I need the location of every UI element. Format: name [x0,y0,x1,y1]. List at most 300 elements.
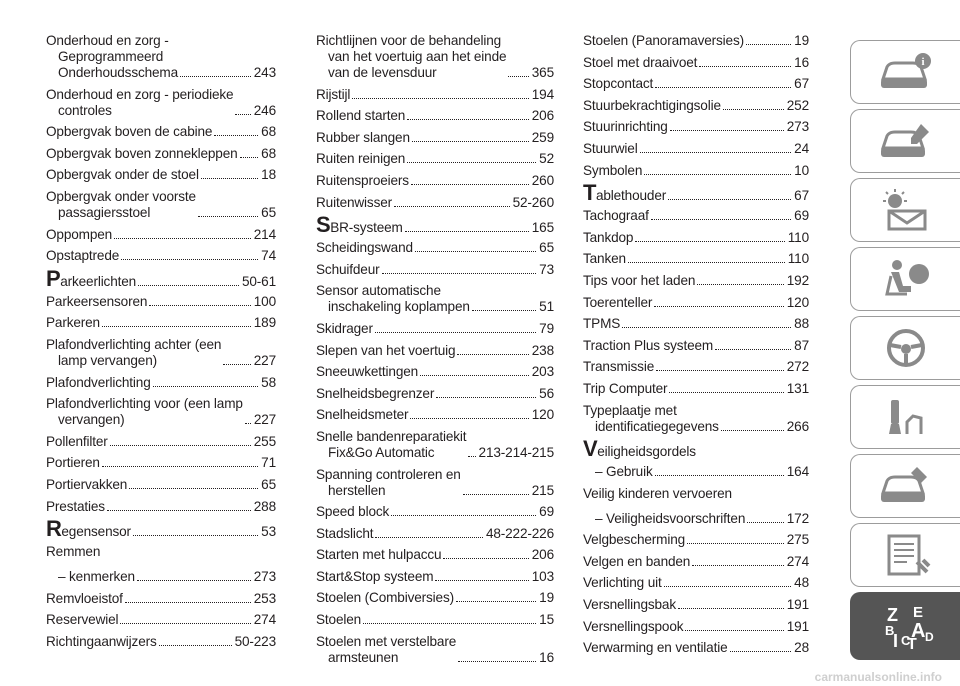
index-entry [583,163,809,179]
page-number: 227 [253,352,276,368]
dot-leader [640,152,792,153]
page-number: 69 [794,208,809,224]
entry-text: Plafondverlichting voor (een lamp [46,396,243,412]
page-number: 28 [794,640,809,656]
index-entry [583,486,809,502]
section-letter: T [583,180,596,206]
page-number: 19 [539,590,554,606]
entry-text: Tanken [583,251,626,267]
index-entry [583,55,809,71]
index-entry [583,597,809,613]
page-number: 246 [253,102,276,118]
entry-label [583,597,676,613]
entry-label [583,640,728,656]
entry-label [46,248,119,264]
index-entry [46,455,276,471]
index-entry [316,87,554,103]
index-entry [583,141,809,157]
page-number: 50-223 [234,633,276,649]
index-entry [46,227,276,243]
dot-leader [114,238,251,239]
section-letter: S [316,212,331,238]
entry-text: Opbergvak onder de stoel [46,167,199,183]
dot-leader [407,162,536,163]
entry-text: inschakeling koplampen [328,299,470,315]
entry-label [46,477,127,493]
page-number: 273 [253,569,276,585]
dot-leader [457,354,528,355]
page-number: 266 [786,418,809,434]
tab-car-key[interactable] [850,109,960,173]
tab-maintenance[interactable] [850,454,960,518]
entry-text: Ruiten reinigen [316,151,406,167]
index-subentry [583,511,809,527]
entry-label [583,575,662,591]
index-column-1 [46,33,276,655]
entry-text: passagiersstoel [58,204,151,220]
entry-label [316,634,456,666]
entry-label [316,467,461,499]
entry-label [583,532,685,548]
entry-label [583,464,653,480]
entry-label [46,396,243,428]
index-entry [46,544,276,560]
index-entry [316,151,554,167]
page-number: 65 [261,476,276,492]
tab-steering-wheel[interactable] [850,316,960,380]
entry-text: vervangen) [58,412,125,428]
entry-text: TPMS [583,316,621,332]
dot-leader [159,645,232,646]
dot-leader [198,216,258,217]
page-number: 213-214-215 [478,444,554,460]
entry-text: Toerenteller [583,294,653,310]
page-number: 164 [786,464,809,480]
index-entry [583,98,809,114]
tab-car-info[interactable] [850,40,960,104]
entry-text: Pollenfilter [46,433,108,449]
entry-text: Portiervakken [46,476,128,492]
entry-label [583,163,642,179]
index-entry [316,590,554,606]
entry-text: Sneeuwkettingen [316,364,419,380]
index-column-3 [583,33,809,662]
dot-leader [180,76,251,77]
entry-text: Reservewiel [46,612,119,628]
steering-wheel-icon [877,325,935,371]
entry-label [46,189,196,221]
index-entry [46,434,276,450]
section-letter: R [46,516,62,542]
dot-leader [435,580,528,581]
dot-leader [669,392,783,393]
page-number: 50-61 [241,273,276,289]
page-number: 68 [261,124,276,140]
index-entry [583,273,809,289]
entry-text: Plafondverlichting [46,374,151,390]
page-number: 19 [794,33,809,48]
entry-label [316,407,408,423]
dot-leader [670,130,784,131]
entry-text: Tankdop [583,229,634,245]
index-entry [316,504,554,520]
entry-label [46,516,131,542]
page-number: 215 [531,482,554,498]
index-entry [583,338,809,354]
entry-label [583,273,695,289]
page-number: 58 [261,374,276,390]
entry-label [583,55,697,71]
index-entry [316,321,554,337]
entry-text: Richtlijnen voor de behandeling [316,33,502,48]
entry-label [316,612,361,628]
index-letter: D [924,630,934,644]
dot-leader [407,119,529,120]
dot-leader [656,370,784,371]
entry-text: Remmen [46,544,101,560]
entry-text: Verlichting uit [583,575,662,591]
index-entry [316,547,554,563]
page-number: 120 [531,407,554,423]
page-number: 48-222-226 [485,525,554,541]
entry-text: BR-systeem [330,220,403,236]
entry-text: Versnellingsbak [583,597,676,613]
entry-text: lamp vervangen) [58,352,157,368]
watermark: carmanualsonline.info [814,670,942,684]
index-entry [46,337,276,369]
entry-text: Ruitenwisser [316,194,393,210]
entry-text: Speed block [316,504,390,520]
technical-data-icon [877,532,935,578]
entry-label [583,486,732,502]
entry-text: arkeerlichten [60,273,137,289]
entry-text: – Gebruik [595,464,653,480]
page-number: 365 [531,65,554,80]
tab-technical-data[interactable] [850,523,960,587]
entry-text: Versnellingspook [583,618,684,634]
index-subentry [46,569,276,585]
entry-label [46,227,112,243]
index-letters-icon [877,603,935,649]
index-entry [583,532,809,548]
index-letter: I [892,631,898,649]
index-entry [583,119,809,135]
entry-text: Opbergvak boven de cabine [46,124,213,140]
tab-breakdown[interactable] [850,385,960,449]
dot-leader [201,178,258,179]
page-number: 252 [786,97,809,113]
dot-leader [436,397,536,398]
page-number: 191 [786,618,809,634]
page-number: 214 [253,226,276,242]
dot-leader [668,199,791,200]
index-entry [46,124,276,140]
page-number: 206 [531,108,554,124]
index-entry [316,569,554,585]
index-section-heading [583,436,809,462]
index-section-heading [583,180,809,206]
entry-label [46,337,221,369]
dot-leader [405,231,529,232]
dot-leader [235,114,250,115]
dot-leader [412,141,529,142]
entry-label [46,265,137,291]
index-section-heading [46,265,276,291]
page-number: 253 [253,590,276,606]
entry-text: Skidrager [316,320,373,336]
entry-text: Parkeren [46,315,100,331]
entry-text: armsteunen [328,649,399,665]
dot-leader [133,535,258,536]
entry-text: Plafondverlichting achter (een [46,336,222,352]
dot-leader [375,332,536,333]
dot-leader [508,76,528,77]
page-number: 79 [539,320,554,336]
entry-label [316,429,466,461]
dot-leader [692,565,784,566]
page-number: 69 [539,504,554,520]
entry-text: Ruitensproeiers [316,172,409,188]
entry-label [46,124,212,140]
entry-text: Stuurbekrachtigingsolie [583,97,721,113]
entry-text: Traction Plus systeem [583,337,714,353]
dot-leader [685,630,783,631]
page-number: 203 [531,364,554,380]
entry-text: Snelheidsmeter [316,407,409,423]
entry-label [583,338,713,354]
page-number: 53 [261,524,276,540]
index-entry [46,396,276,428]
index-column-2 [316,33,554,671]
index-entry [316,108,554,124]
index-subentry [583,464,809,480]
entry-label [46,146,238,162]
entry-label [316,321,373,337]
index-entry [46,189,276,221]
entry-text: Opbergvak onder voorste [46,188,196,204]
section-letter: P [46,265,61,291]
chapter-tabs [850,40,960,660]
page-number: 18 [261,167,276,183]
page-number: 274 [253,612,276,628]
dot-leader [420,375,529,376]
page-number: 87 [794,337,809,353]
entry-text: Rijstijl [316,86,351,102]
entry-text: Verwarming en ventilatie [583,640,728,656]
index-entry [316,429,554,461]
car-key-icon [877,118,935,164]
entry-text: van het voertuig aan het einde [328,49,507,64]
entry-label [583,381,667,397]
entry-text: Portieren [46,455,100,471]
dot-leader [730,651,792,652]
index-entry [583,575,809,591]
page-number: 67 [794,188,809,204]
entry-label [46,612,118,628]
index-entry [583,295,809,311]
entry-text: Opbergvak boven zonnekleppen [46,145,238,161]
page-number: 110 [787,251,809,267]
entry-text: – Veiligheidsvoorschriften [595,510,746,526]
entry-text: Schuifdeur [316,261,380,277]
entry-text: Onderhoudsschema [58,65,179,80]
dot-leader [697,284,784,285]
entry-label [583,436,696,462]
dot-leader [375,537,483,538]
page-number: 52-260 [512,194,554,210]
dot-leader [723,109,784,110]
page-number: 260 [531,172,554,188]
dot-leader [125,602,251,603]
page-number: 243 [253,65,276,80]
page-number: 275 [786,532,809,548]
entry-label [583,251,626,267]
dot-leader [644,174,791,175]
index-entry [583,230,809,246]
dot-leader [138,285,239,286]
index-entry [46,477,276,493]
tab-warning-lights[interactable] [850,178,960,242]
entry-text: Tips voor het laden [583,272,696,288]
page-number: 73 [539,261,554,277]
dot-leader [747,522,784,523]
entry-label [46,375,151,391]
page-number: 172 [786,510,809,526]
dot-leader [678,608,784,609]
page-number: 120 [786,294,809,310]
entry-text: – kenmerken [58,569,135,585]
page-number: 238 [531,342,554,358]
dot-leader [411,184,529,185]
entry-text: herstellen [328,482,386,498]
entry-text: Stoelen (Combiversies) [316,590,454,606]
index-section-heading [316,212,554,238]
index-letter: E [912,604,923,621]
entry-label [316,195,392,211]
dot-leader [363,623,536,624]
index-letter: B [884,623,894,638]
entry-text: Slepen van het voertuig [316,342,456,358]
index-entry [583,640,809,656]
index-entry [316,612,554,628]
entry-label [316,569,433,585]
index-entry [46,591,276,607]
dot-leader [214,135,258,136]
page-number: 194 [531,86,554,102]
index-entry [583,33,809,49]
page-number: 131 [786,380,809,396]
dot-leader [410,418,528,419]
entry-label [316,108,405,124]
entry-label [46,544,100,560]
entry-label [46,569,135,585]
index-entry [46,294,276,310]
entry-text: eiligheidsgordels [597,444,696,460]
dot-leader [651,219,791,220]
dot-leader [391,515,536,516]
dot-leader [382,273,537,274]
entry-label [316,364,418,380]
entry-label [316,262,380,278]
index-entry [583,208,809,224]
warning-lights-icon [877,187,935,233]
entry-label [316,240,413,256]
dot-leader [137,580,251,581]
car-info-icon [877,49,935,95]
entry-label [583,180,667,206]
tab-airbag[interactable] [850,247,960,311]
entry-text: Fix&Go Automatic [328,444,435,460]
entry-label [46,294,147,310]
index-entry [46,375,276,391]
dot-leader [394,206,510,207]
page-number: 288 [253,498,276,514]
index-letter: T [906,636,917,649]
entry-label [316,526,373,542]
entry-label [583,208,649,224]
svg-text:i: i [920,56,925,68]
entry-label [583,359,654,375]
index-entry [46,499,276,515]
entry-label [46,434,108,450]
dot-leader [443,558,528,559]
index-entry [316,526,554,542]
dot-leader [472,310,536,311]
entry-text: Starten met hulpaccu [316,547,442,563]
page-number: 68 [261,145,276,161]
section-letter: V [583,436,598,462]
tab-index[interactable] [850,592,960,660]
dot-leader [721,430,784,431]
entry-text: identificatiegegevens [595,418,719,434]
dot-leader [468,456,475,457]
entry-text: Velgen en banden [583,553,691,569]
page-number: 74 [261,248,276,264]
entry-text: van de levensduur [328,65,437,80]
dot-leader [746,44,791,45]
entry-text: ablethouder [595,188,667,204]
dot-leader [102,466,258,467]
entry-label [583,554,690,570]
entry-label [46,167,199,183]
entry-text: Trip Computer [583,380,668,396]
entry-label [583,33,744,49]
entry-text: controles [58,102,112,118]
entry-text: Oppompen [46,226,113,242]
index-entry [46,146,276,162]
entry-text: Stoelen (Panoramaversies) [583,33,744,48]
dot-leader [352,98,528,99]
page-number: 48 [794,575,809,591]
entry-label [46,33,178,81]
index-entry [316,467,554,499]
dot-leader [120,623,250,624]
index-letter: C [900,633,910,648]
dot-leader [628,262,785,263]
page-number: 51 [539,299,554,315]
entry-label [46,634,157,650]
page-number: 100 [253,293,276,309]
entry-label [316,173,409,189]
entry-label [316,33,506,81]
index-entry [46,315,276,331]
entry-label [583,295,652,311]
entry-text: Snelheidsbegrenzer [316,385,435,401]
dot-leader [715,349,791,350]
dot-leader [223,364,250,365]
dot-leader [415,251,536,252]
index-entry [316,33,554,81]
